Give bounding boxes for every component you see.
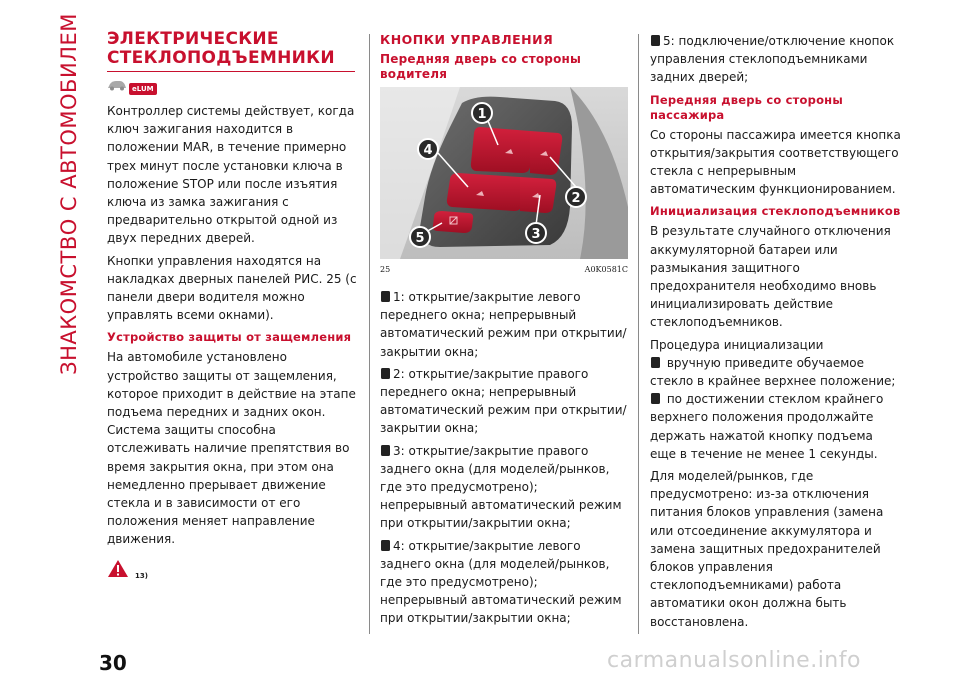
checkbox-icon [651, 35, 660, 46]
checkbox-icon [381, 368, 390, 379]
callout-3-label: 3 [531, 227, 541, 242]
button-4-text: 4: открытие/закрытие левого заднего окна (для моделей/рынков, где это предусмотрено); непрерывный автоматический режим при открытии/закрытии окна; [380, 538, 622, 626]
button-1-text: 1: открытие/закрытие левого переднего окна; непрерывный автоматический режим при открытии/закрытии окна; [380, 290, 627, 359]
warning-triangle-icon [107, 559, 129, 582]
initialization-paragraph: В результате случайного отключения аккумуляторной батареи или размыкания защитного предохранителя необходимо вновь инициализировать действие стеклоподъемников. [650, 224, 891, 330]
button-2-illustration [530, 131, 562, 175]
initialization-procedure [650, 336, 902, 463]
callout-4 [418, 139, 438, 159]
figure-25 [380, 87, 628, 274]
figure-number: 25 [380, 265, 391, 274]
callout-4-label: 4 [423, 143, 433, 158]
column-2 [380, 32, 628, 632]
page-title-line-1: ЭЛЕКТРИЧЕСКИЕ [107, 29, 279, 49]
watermark: carmanualsonline.info [607, 648, 861, 673]
procedure-step-2: по достижении стеклом крайнего верхнего положения продолжайте держать нажатой кнопку подъема еще в течение не менее 1 секунды. [650, 392, 884, 461]
column-1 [107, 30, 359, 582]
page-title [107, 30, 355, 72]
passenger-door-heading: Передняя дверь со стороны пассажира [650, 92, 843, 122]
passenger-door-paragraph: Со стороны пассажира имеется кнопка открытия/закрытия соответствующего стекла с непрерывным автоматическим функционированием. [650, 127, 901, 197]
button-3-text: 3: открытие/закрытие правого заднего окна (для моделей/рынков, где это предусмотрено); непрерывный автоматический режим при открытии/закрытии окна; [380, 443, 622, 531]
side-section-title [47, 14, 91, 374]
side-section-title-text: ЗНАКОМСТВО С АВТОМОБИЛЕМ [57, 13, 82, 375]
callout-5-label: 5 [415, 231, 425, 246]
button-4-description [380, 537, 628, 628]
checkbox-icon [381, 540, 390, 551]
callout-1-label: 1 [477, 107, 487, 122]
warning-reference [107, 559, 359, 582]
button-5-description [650, 32, 902, 87]
button-2-text: 2: открытие/закрытие правого переднего окна; непрерывный автоматический режим при открытии/закрытии окна; [380, 366, 627, 436]
figure-caption [380, 265, 628, 274]
callout-1 [472, 103, 492, 123]
button-5-text: 5: подключение/отключение кнопок управления стеклоподъемниками задних дверей; [650, 34, 895, 85]
callout-2-label: 2 [571, 191, 581, 206]
elum-badge: eLUM [129, 83, 157, 95]
checkbox-icon [651, 393, 660, 404]
warning-ref-number: 13) [135, 571, 148, 580]
anti-pinch-paragraph: На автомобиле установлено устройство защиты от защемления, которое приходит в действие на этапе подъема передних и задних окон. Система защиты способна отслеживать наличие препятствия во время закрытия окна, при этом она немедленно прерывает движение стекла и в зависимости от его положения меняет направление движения. [107, 350, 356, 547]
page-title-line-2: СТЕКЛОПОДЪЕМНИКИ [107, 48, 335, 68]
button-4-illustration [447, 173, 525, 211]
checkbox-icon [651, 357, 660, 368]
controls-title: КНОПКИ УПРАВЛЕНИЯ [380, 32, 554, 47]
column-3 [650, 32, 902, 635]
callout-2 [566, 187, 586, 207]
anti-pinch-heading: Устройство защиты от защемления [107, 330, 352, 345]
initialization-heading: Инициализация стеклоподъемников [650, 204, 901, 219]
restore-automation-paragraph: Для моделей/рынков, где предусмотрено: из-за отключения питания блоков управления (замена или отсоединение аккумулятора и замена защитных предохранителей блоков управления стеклоподъемниками) работа автоматики окон должна быть восстановлена. [650, 469, 884, 629]
callout-3 [526, 223, 546, 243]
procedure-step-1: вручную приведите обучаемое стекло в крайнее верхнее положение; [650, 355, 896, 389]
button-1-illustration [471, 127, 534, 173]
checkbox-icon [381, 291, 390, 302]
checkbox-icon [381, 445, 390, 456]
page-number: 30 [99, 651, 127, 675]
procedure-intro: Процедура инициализации [650, 337, 824, 352]
column-divider-1 [369, 34, 370, 634]
button-3-description [380, 442, 628, 533]
callout-5 [410, 227, 430, 247]
button-5-illustration [433, 211, 473, 233]
driver-door-heading: Передняя дверь со стороны водителя [380, 52, 582, 81]
column-divider-2 [638, 34, 639, 634]
car-icon [107, 76, 127, 95]
intro-paragraph: Контроллер системы действует, когда ключ зажигания находится в положении MAR, в течение примерно трех минут после установки ключа в положение STOP или после изъятия ключа из замка зажигания с предварительно открытой одной из двух передних дверей. [107, 104, 355, 246]
figure-code: A0K0581C [584, 265, 628, 274]
button-2-description [380, 365, 628, 438]
button-1-description [380, 288, 628, 361]
controls-paragraph: Кнопки управления находятся на накладках дверных панелей РИС. 25 (с панели двери водителя можно управлять всеми окнами). [107, 253, 357, 323]
door-panel-illustration [380, 87, 628, 259]
title-icons [107, 79, 359, 95]
